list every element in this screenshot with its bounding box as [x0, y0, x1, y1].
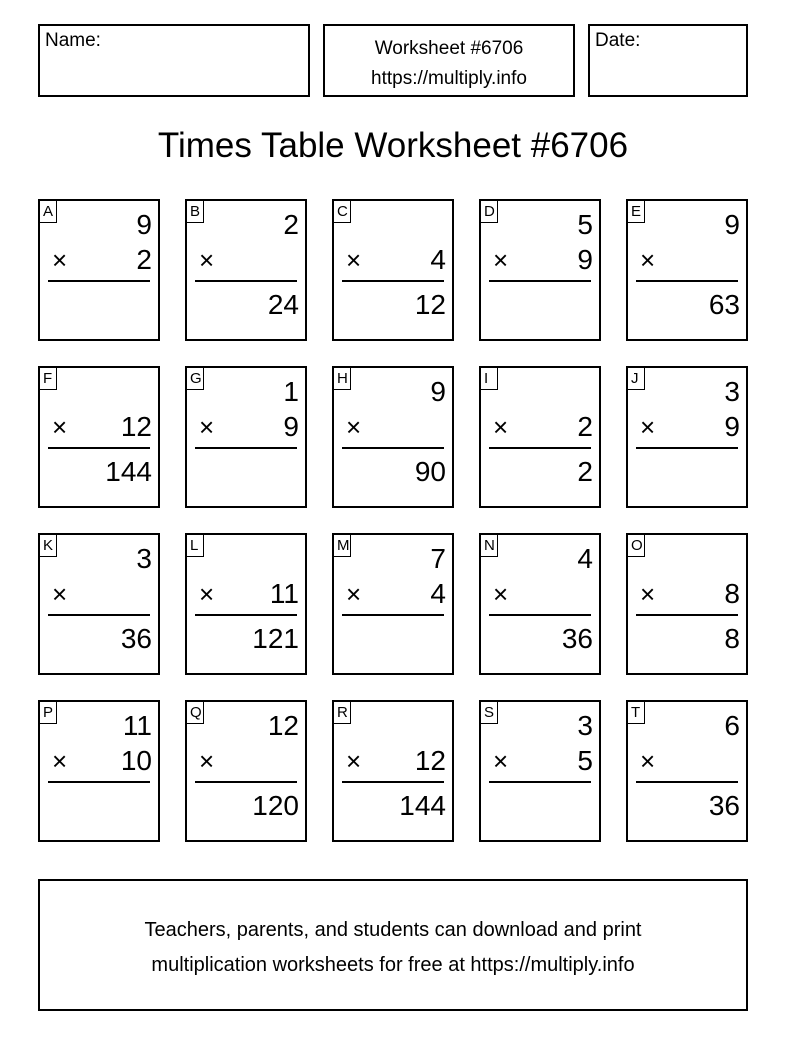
product: 36: [708, 790, 740, 821]
problem-letter: S: [481, 702, 498, 724]
product: 121: [252, 623, 299, 654]
problem-letter: Q: [187, 702, 204, 724]
times-sign: ×: [346, 245, 362, 275]
problem-card: [479, 700, 601, 842]
times-sign: ×: [199, 412, 215, 442]
multiplicand: 9: [430, 376, 446, 407]
product: 63: [708, 289, 740, 320]
times-sign: ×: [493, 746, 509, 776]
worksheet-number: Worksheet #6706: [374, 38, 524, 59]
problem-letter: F: [40, 368, 57, 390]
multiplicand: 4: [577, 543, 593, 574]
answer-line: [342, 447, 444, 449]
problem-card: [38, 700, 160, 842]
multiplier: 2: [136, 244, 152, 275]
footer-note: [38, 879, 748, 1011]
answer-line: [48, 447, 150, 449]
answer-line: [489, 447, 591, 449]
answer-line: [195, 280, 297, 282]
answer-line: [636, 447, 738, 449]
multiplicand: 3: [136, 543, 152, 574]
answer-line: [48, 614, 150, 616]
answer-line: [489, 280, 591, 282]
product: 2: [577, 456, 593, 487]
product: 36: [561, 623, 593, 654]
problem-letter: C: [334, 201, 351, 223]
multiplicand: 7: [430, 543, 446, 574]
multiplicand: 1: [283, 376, 299, 407]
problem-letter: L: [187, 535, 204, 557]
problem-letter: B: [187, 201, 204, 223]
multiplicand: 6: [724, 710, 740, 741]
times-sign: ×: [640, 579, 656, 609]
answer-line: [342, 781, 444, 783]
product: 120: [252, 790, 299, 821]
answer-line: [48, 280, 150, 282]
times-sign: ×: [493, 579, 509, 609]
times-sign: ×: [52, 412, 68, 442]
multiplier: 8: [724, 578, 740, 609]
multiplier: 10: [120, 745, 152, 776]
answer-line: [636, 614, 738, 616]
product: 144: [105, 456, 152, 487]
answer-line: [195, 781, 297, 783]
problem-letter: N: [481, 535, 498, 557]
product: 8: [724, 623, 740, 654]
product: 90: [414, 456, 446, 487]
multiplier: 9: [283, 411, 299, 442]
multiplicand: 3: [724, 376, 740, 407]
times-sign: ×: [346, 746, 362, 776]
multiplier: 12: [120, 411, 152, 442]
times-sign: ×: [493, 245, 509, 275]
problem-letter: H: [334, 368, 351, 390]
problem-letter: K: [40, 535, 57, 557]
multiplicand: 5: [577, 209, 593, 240]
problem-letter: E: [628, 201, 645, 223]
problem-letter: D: [481, 201, 498, 223]
multiplicand: 2: [283, 209, 299, 240]
worksheet-url: https://multiply.info: [371, 68, 527, 89]
problem-card: [479, 366, 601, 508]
problem-card: [38, 533, 160, 675]
multiplier: 9: [577, 244, 593, 275]
problem-card: [185, 700, 307, 842]
times-sign: ×: [640, 245, 656, 275]
multiplicand: 11: [122, 710, 152, 741]
product: 24: [267, 289, 299, 320]
problem-letter: P: [40, 702, 57, 724]
answer-line: [195, 614, 297, 616]
answer-line: [489, 781, 591, 783]
times-sign: ×: [493, 412, 509, 442]
footer-line-2: multiplication worksheets for free at https://multiply.info: [151, 954, 635, 976]
page-title: Times Table Worksheet #6706: [157, 126, 629, 165]
problem-letter: M: [334, 535, 351, 557]
times-sign: ×: [52, 579, 68, 609]
problem-card: [626, 366, 748, 508]
answer-line: [489, 614, 591, 616]
problem-card: [38, 366, 160, 508]
problem-card: [626, 199, 748, 341]
answer-line: [636, 280, 738, 282]
product: 12: [414, 289, 446, 320]
product: 144: [399, 790, 446, 821]
answer-line: [195, 447, 297, 449]
answer-line: [636, 781, 738, 783]
problem-card: [479, 533, 601, 675]
multiplier: 5: [577, 745, 593, 776]
answer-line: [342, 614, 444, 616]
times-sign: ×: [199, 245, 215, 275]
problem-letter: G: [187, 368, 204, 390]
multiplier: 4: [430, 578, 446, 609]
times-sign: ×: [52, 746, 68, 776]
problem-card: [479, 199, 601, 341]
answer-line: [48, 781, 150, 783]
problem-letter: T: [628, 702, 645, 724]
times-sign: ×: [199, 579, 215, 609]
multiplier: 2: [577, 411, 593, 442]
times-sign: ×: [346, 579, 362, 609]
name-label: Name:: [45, 30, 101, 51]
problem-card: [332, 366, 454, 508]
times-sign: ×: [640, 746, 656, 776]
date-label: Date:: [595, 30, 641, 51]
product: 36: [120, 623, 152, 654]
multiplicand: 3: [577, 710, 593, 741]
multiplier: 9: [724, 411, 740, 442]
multiplicand: 9: [724, 209, 740, 240]
multiplier: 4: [430, 244, 446, 275]
footer-line-1: Teachers, parents, and students can download and print: [144, 919, 642, 941]
problem-card: [185, 366, 307, 508]
problem-letter: R: [334, 702, 351, 724]
multiplier: 12: [414, 745, 446, 776]
problem-letter: I: [481, 368, 498, 390]
problem-letter: J: [628, 368, 645, 390]
problem-card: [185, 199, 307, 341]
problem-card: [332, 199, 454, 341]
times-sign: ×: [52, 245, 68, 275]
multiplier: 11: [269, 578, 299, 609]
multiplicand: 12: [267, 710, 299, 741]
problem-card: [332, 700, 454, 842]
times-sign: ×: [346, 412, 362, 442]
problem-card: [38, 199, 160, 341]
problem-letter: A: [40, 201, 57, 223]
problem-letter: O: [628, 535, 645, 557]
problem-card: [626, 533, 748, 675]
problem-card: [185, 533, 307, 675]
problem-card: [626, 700, 748, 842]
multiplicand: 9: [136, 209, 152, 240]
problem-card: [332, 533, 454, 675]
answer-line: [342, 280, 444, 282]
times-sign: ×: [640, 412, 656, 442]
times-sign: ×: [199, 746, 215, 776]
